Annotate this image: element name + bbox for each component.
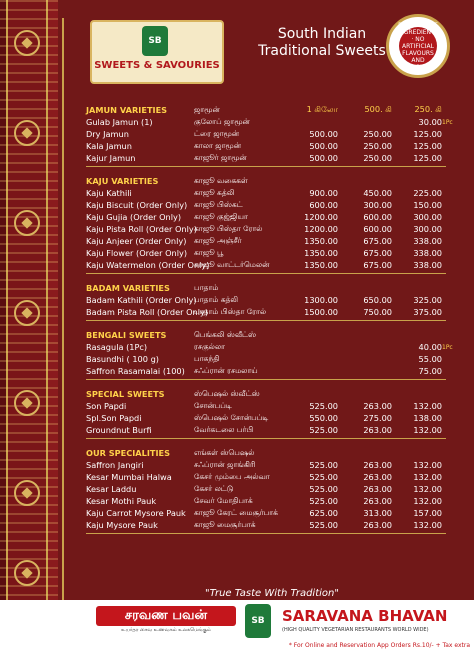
price-500g: 263.00 [363, 460, 392, 470]
price-250g: 75.00 [418, 366, 442, 376]
price-note: 1Pc [442, 118, 453, 126]
section-title: KAJU VARIETIES [86, 176, 159, 186]
tagline: "True Taste With Tradition" [205, 588, 339, 599]
title-line-2: Traditional Sweets [258, 43, 386, 59]
price-1kg: 1350.00 [304, 260, 338, 270]
list-item [86, 128, 456, 140]
gold-divider [62, 18, 64, 600]
price-1kg: 525.00 [309, 496, 338, 506]
price-1kg: 525.00 [309, 425, 338, 435]
menu-section [86, 329, 456, 380]
item-name-tamil: பாதாம் பிஸ்தா ரோல் [194, 307, 267, 316]
list-item [86, 412, 456, 424]
page-title [242, 26, 402, 60]
column-header-1kg: 1 கிலோ [306, 104, 338, 114]
item-name-tamil: சஃப்ரான் ஜாங்கிரி [194, 460, 256, 469]
item-name: Kaju Anjeer (Order Only) [86, 236, 187, 246]
item-name: Kaju Mysore Pauk [86, 520, 158, 530]
column-header-250g: 250. கி [414, 104, 442, 114]
section-divider [86, 533, 446, 534]
english-brand-logo: SARAVANA BHAVAN [282, 607, 448, 625]
brand-logo [90, 20, 224, 84]
item-name-tamil: கேசர் மும்பை அல்வா [194, 472, 270, 481]
price-1kg: 525.00 [309, 401, 338, 411]
item-name: Kesar Mumbai Halwa [86, 472, 172, 482]
logo-text: SWEETS & SAVOURIES [94, 60, 220, 71]
price-250g: 338.00 [413, 260, 442, 270]
border-motif-icon [14, 560, 40, 586]
price-500g: 263.00 [363, 401, 392, 411]
list-item [86, 199, 456, 211]
border-motif-icon [14, 300, 40, 326]
seal-text: BEST & PURE INGREDIENTS · NO ARTIFICIAL FLAVOURS AND COLOURS [397, 21, 439, 71]
list-item [86, 187, 456, 199]
list-item [86, 152, 456, 164]
border-motif-icon [14, 120, 40, 146]
price-250g: 338.00 [413, 236, 442, 246]
item-name: Saffron Jangiri [86, 460, 144, 470]
price-list [86, 96, 456, 536]
header [70, 10, 474, 82]
price-1kg: 500.00 [309, 129, 338, 139]
list-item [86, 223, 456, 235]
price-250g: 55.00 [418, 354, 442, 364]
item-name-tamil: சோன்பப்டி [194, 401, 232, 410]
item-name: Kesar Mothi Pauk [86, 496, 157, 506]
price-500g: 250.00 [363, 153, 392, 163]
item-name: Kajur Jamun [86, 153, 136, 163]
menu-section [86, 175, 456, 274]
price-1kg: 525.00 [309, 520, 338, 530]
price-500g: 263.00 [363, 496, 392, 506]
price-250g: 30.00 [418, 117, 442, 127]
section-title-tamil: ஸ்பெஷல் ஸ்வீட்ஸ் [194, 389, 260, 398]
section-title-tamil: ஜாமூன் [194, 105, 220, 114]
price-500g: 300.00 [363, 200, 392, 210]
item-name: Gulab Jamun (1) [86, 117, 153, 127]
price-1kg: 1500.00 [304, 307, 338, 317]
section-title: OUR SPECIALITIES [86, 448, 171, 458]
section-title-tamil: பெங்கலி ஸ்வீட்ஸ் [194, 330, 257, 339]
section-title-tamil: எங்கள் ஸ்பெஷல் [194, 448, 255, 457]
item-name: Kesar Laddu [86, 484, 137, 494]
sb-logo-icon: SB [245, 604, 271, 638]
item-name-tamil: காஜூ பூ [194, 248, 224, 257]
item-name: Kaju Biscuit (Order Only) [86, 200, 188, 210]
list-item [86, 140, 456, 152]
border-motif-icon [14, 390, 40, 416]
price-1kg: 550.00 [309, 413, 338, 423]
section-title: BADAM VARIETIES [86, 283, 170, 293]
border-motif-icon [14, 210, 40, 236]
section-header-row [86, 447, 456, 459]
item-name: Rasagula (1Pc) [86, 342, 148, 352]
price-1kg: 500.00 [309, 141, 338, 151]
decorative-border [0, 0, 58, 600]
tamil-brand-subtitle: உயர்தர சைவ உணவகம் உலகமெங்கும் [121, 627, 211, 633]
price-250g: 40.00 [418, 342, 442, 352]
section-header-row [86, 282, 456, 294]
price-250g: 150.00 [413, 200, 442, 210]
price-250g: 325.00 [413, 295, 442, 305]
list-item [86, 365, 456, 377]
item-name-tamil: காலா ஜாமூன் [194, 141, 241, 150]
list-item [86, 259, 456, 271]
item-name: Badam Pista Roll (Order Only) [86, 307, 209, 317]
list-item [86, 400, 456, 412]
price-1kg: 525.00 [309, 460, 338, 470]
item-name-tamil: ஸ்பெஷல் சோன்பப்டி [194, 413, 269, 422]
item-name: Son Papdi [86, 401, 127, 411]
price-500g: 313.00 [363, 508, 392, 518]
price-250g: 225.00 [413, 188, 442, 198]
price-250g: 132.00 [413, 425, 442, 435]
section-header-row [86, 175, 456, 187]
section-title-tamil: காஜூ வகைகள் [194, 176, 248, 185]
menu-section [86, 104, 456, 167]
list-item [86, 353, 456, 365]
item-name: Spl.Son Papdi [86, 413, 142, 423]
item-name-tamil: காஜூர் ஜாமூன் [194, 153, 247, 162]
price-1kg: 1350.00 [304, 236, 338, 246]
list-item [86, 459, 456, 471]
item-name: Kaju Pista Roll (Order Only) [86, 224, 197, 234]
item-name-tamil: ட்ரை ஜாமூன் [194, 129, 240, 138]
price-500g: 675.00 [363, 248, 392, 258]
price-500g: 263.00 [363, 484, 392, 494]
price-1kg: 625.00 [309, 508, 338, 518]
price-500g: 650.00 [363, 295, 392, 305]
item-name-tamil: பாசுந்தி [194, 354, 220, 363]
price-1kg: 500.00 [309, 153, 338, 163]
item-name: Dry Jamun [86, 129, 129, 139]
item-name-tamil: காஜூ மைசூர்பாக் [194, 520, 256, 529]
item-name: Badam Kathili (Order Only) [86, 295, 197, 305]
price-500g: 675.00 [363, 260, 392, 270]
price-500g: 263.00 [363, 425, 392, 435]
price-1kg: 525.00 [309, 484, 338, 494]
list-item [86, 483, 456, 495]
price-250g: 300.00 [413, 224, 442, 234]
item-name: Kaju Carrot Mysore Pauk [86, 508, 186, 518]
section-title-tamil: பாதாம் [194, 283, 219, 292]
price-250g: 157.00 [413, 508, 442, 518]
column-header-500g: 500. கி [364, 104, 392, 114]
price-note: 1Pc [442, 343, 453, 351]
item-name-tamil: காஜூ கத்லி [194, 188, 235, 197]
price-1kg: 600.00 [309, 200, 338, 210]
item-name-tamil: சேவர் மோதிபாக் [194, 496, 253, 505]
price-1kg: 525.00 [309, 472, 338, 482]
price-250g: 132.00 [413, 401, 442, 411]
price-500g: 263.00 [363, 472, 392, 482]
item-name-tamil: வேர்கடலை பர்பி [194, 425, 254, 434]
price-1kg: 900.00 [309, 188, 338, 198]
item-name-tamil: ரசகுல்லா [194, 342, 226, 351]
section-divider [86, 438, 446, 439]
list-item [86, 211, 456, 223]
price-250g: 375.00 [413, 307, 442, 317]
section-divider [86, 273, 446, 274]
section-title: BENGALI SWEETS [86, 330, 167, 340]
border-motif-icon [14, 30, 40, 56]
section-divider [86, 379, 446, 380]
price-1kg: 1200.00 [304, 212, 338, 222]
menu-section [86, 388, 456, 439]
section-header-row [86, 329, 456, 341]
price-250g: 125.00 [413, 153, 442, 163]
item-name: Saffron Rasamalai (100) [86, 366, 185, 376]
price-500g: 275.00 [363, 413, 392, 423]
price-250g: 300.00 [413, 212, 442, 222]
section-header-row [86, 104, 456, 116]
tamil-brand-logo: சரவண பவன் [96, 606, 236, 626]
section-title: SPECIAL SWEETS [86, 389, 165, 399]
price-1kg: 1200.00 [304, 224, 338, 234]
price-1kg: 1350.00 [304, 248, 338, 258]
item-name-tamil: குலோப் ஜாமூன் [194, 117, 250, 126]
footer-note: * For Online and Reservation App Orders Rs.10/- + Tax extra [288, 642, 470, 649]
price-250g: 138.00 [413, 413, 442, 423]
menu-section [86, 282, 456, 321]
footer [0, 600, 474, 655]
title-line-1: South Indian [277, 26, 367, 42]
section-divider [86, 320, 446, 321]
price-500g: 600.00 [363, 212, 392, 222]
item-name-tamil: பாதாம் கத்லி [194, 295, 239, 304]
price-1kg: 1300.00 [304, 295, 338, 305]
item-name-tamil: காஜூ அஞ்சீர் [194, 236, 242, 245]
section-divider [86, 166, 446, 167]
english-brand-subtitle: (HIGH QUALITY VEGETARIAN RESTAURANTS WORLD WIDE) [282, 627, 429, 633]
price-500g: 263.00 [363, 520, 392, 530]
list-item [86, 341, 456, 353]
price-500g: 600.00 [363, 224, 392, 234]
list-item [86, 235, 456, 247]
border-motif-icon [14, 480, 40, 506]
item-name-tamil: காஜூ வாட்டர்மெலன் [194, 260, 270, 269]
item-name-tamil: காஜூ குஜ்ஜியா [194, 212, 248, 221]
list-item [86, 116, 456, 128]
item-name: Kaju Gujia (Order Only) [86, 212, 182, 222]
price-250g: 132.00 [413, 460, 442, 470]
list-item [86, 471, 456, 483]
price-250g: 132.00 [413, 484, 442, 494]
list-item [86, 247, 456, 259]
section-header-row [86, 388, 456, 400]
list-item [86, 294, 456, 306]
item-name: Basundhi ( 100 g) [86, 354, 159, 364]
price-500g: 675.00 [363, 236, 392, 246]
item-name: Kaju Flower (Order Only) [86, 248, 188, 258]
item-name: Kaju Watermelon (Order Only) [86, 260, 210, 270]
list-item [86, 495, 456, 507]
section-title: JAMUN VARIETIES [86, 105, 168, 115]
list-item [86, 507, 456, 519]
item-name-tamil: காஜூ பிஸ்கட் [194, 200, 243, 209]
list-item [86, 424, 456, 436]
item-name-tamil: சஃப்ரான் ரசமலாய் [194, 366, 258, 375]
price-250g: 132.00 [413, 520, 442, 530]
price-250g: 132.00 [413, 472, 442, 482]
price-500g: 250.00 [363, 129, 392, 139]
quality-seal [386, 14, 450, 78]
menu-section [86, 447, 456, 534]
sb-logo-icon: SB [142, 26, 168, 56]
item-name: Kaju Kathili [86, 188, 132, 198]
price-250g: 132.00 [413, 496, 442, 506]
price-500g: 250.00 [363, 141, 392, 151]
list-item [86, 519, 456, 531]
item-name-tamil: காஜூ கேரட் மைசூர்பாக் [194, 508, 278, 517]
item-name: Kala Jamun [86, 141, 132, 151]
price-250g: 338.00 [413, 248, 442, 258]
price-500g: 450.00 [363, 188, 392, 198]
price-250g: 125.00 [413, 129, 442, 139]
price-250g: 125.00 [413, 141, 442, 151]
list-item [86, 306, 456, 318]
item-name: Groundnut Burfi [86, 425, 152, 435]
item-name-tamil: காஜூ பிஸ்தா ரோல் [194, 224, 263, 233]
item-name-tamil: கேசர் லட்டு [194, 484, 234, 493]
price-500g: 750.00 [363, 307, 392, 317]
